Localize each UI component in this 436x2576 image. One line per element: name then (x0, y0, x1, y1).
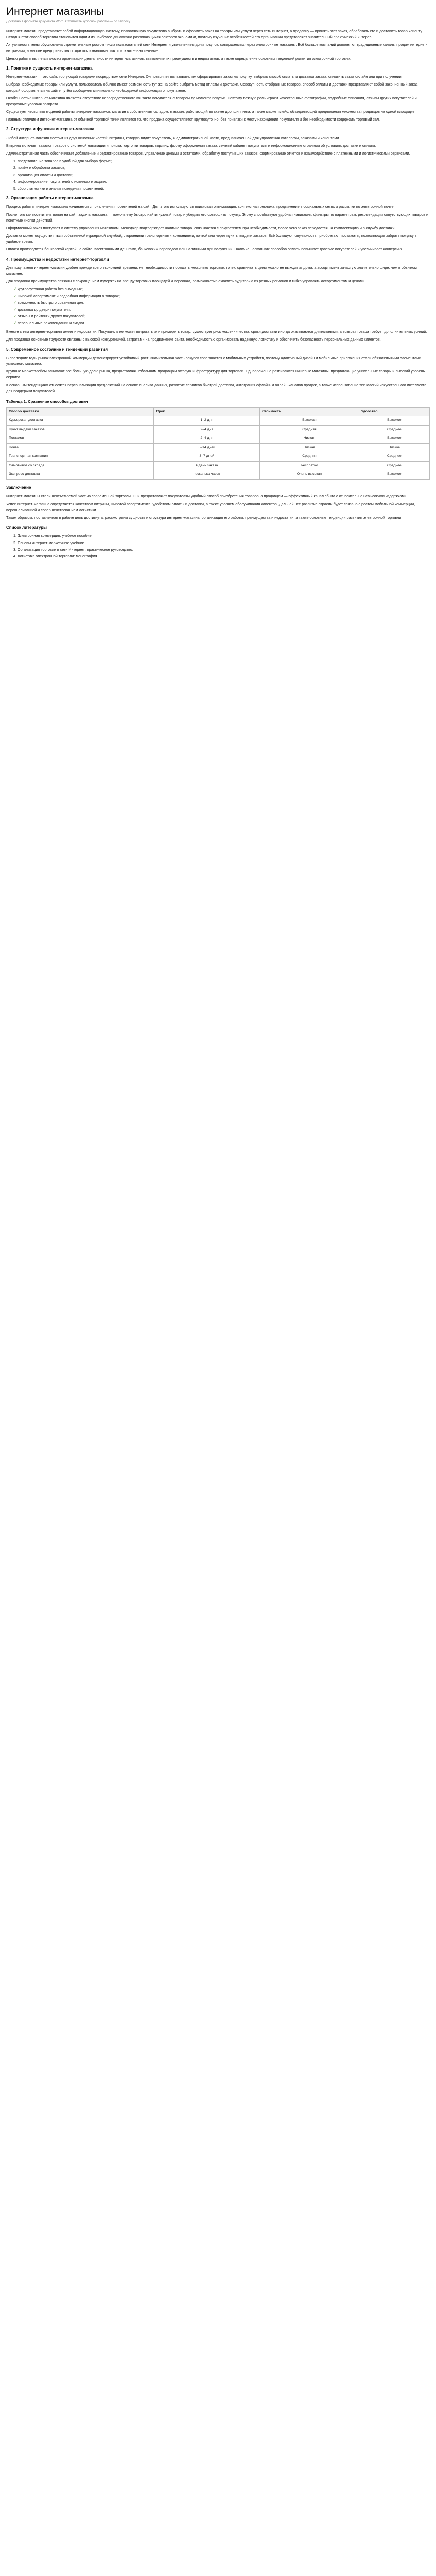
table-row (7, 425, 430, 434)
table-cell: Почта (7, 443, 154, 452)
table-cell: Средняя (260, 425, 359, 434)
intro-paragraph: Интернет-магазин представляет собой информационную систему, позволяющую покупателю выбрать и оформить заказ на товары или услуги через сеть Интернет, а продавцу — принять этот заказ, обработать его и доставить товар клиенту. Сегодня этот способ торговли становится одним из наиболее динамично развивающихся секторов экономики, поэтому изучение особенностей его организации представляет значительный практический интерес. (6, 29, 423, 40)
body-paragraph: Особенностью интернет-магазина является отсутствие непосредственного контакта покупателя с товаром до момента покупки. Поэтому важную роль играют качественные фотографии, подробные описания, отзывы других покупателей и прозрачные условия возврата. (6, 95, 417, 106)
source-item: 2. Основы интернет-маркетинга: учебник. (18, 540, 430, 546)
table-header-row (7, 407, 430, 416)
body-paragraph: Любой интернет-магазин состоит из двух основных частей: витрины, которую видит покупатель, и административной части, предназначенной для управления каталогом, заказами и клиентами. (6, 135, 340, 140)
table-cell: Низкая (260, 434, 359, 444)
table-header-cell: Стоимость (260, 407, 359, 416)
table-cell: Высокая (260, 416, 359, 426)
table-cell: 1–2 дня (154, 416, 260, 426)
section-heading: 3. Организация работы интернет-магазина (6, 196, 94, 201)
body-paragraph: Главным отличием интернет-магазина от обычной торговой точки является то, что продажа осуществляется круглосуточно, без привязки к месту нахождения покупателя и без необходимости содержать торговый зал. (6, 117, 380, 122)
list-item: 3. организация оплаты и доставки; (18, 172, 430, 178)
table-cell: Очень высокая (260, 470, 359, 480)
source-item: 4. Логистика электронной торговли: монография. (18, 553, 430, 559)
list-item: 4. информирование покупателей о новинках и акциях; (18, 179, 430, 184)
table-cell: Среднее (359, 452, 429, 462)
table-cell: Экспресс-доставка (7, 470, 154, 480)
checklist-item: ✓ персональные рекомендации и скидки. (13, 320, 430, 326)
body-paragraph: После того как посетитель попал на сайт, задача магазина — помочь ему быстро найти нужный товар и убедить его совершить покупку. Этому способствуют удобная навигация, фильтры по параметрам, рекомендации сопутствующих товаров и понятные кнопки действий. (6, 212, 429, 223)
table-header-cell: Способ доставки (7, 407, 154, 416)
table-row (7, 416, 430, 426)
table-cell: Транспортная компания (7, 452, 154, 462)
table-row (7, 461, 430, 470)
table-cell: Высокое (359, 416, 429, 426)
body-paragraph: Вместе с тем интернет-торговля имеет и недостатки. Покупатель не может потрогать или примерить товар, существует риск мошенничества, сроки доставки иногда оказываются длительными, а возврат товара требует дополнительных усилий. (6, 329, 427, 334)
body-paragraph: Доставка может осуществляться собственной курьерской службой, сторонними транспортными компаниями, почтой или через пункты выдачи заказов. Всё большую популярность приобретают постаматы, позволяющие забрать покупку в удобное время. (6, 233, 417, 244)
checklist-item: ✓ доставка до двери покупателя; (13, 307, 430, 312)
checklist-item: ✓ широкий ассортимент и подробная информация о товарах; (13, 293, 430, 299)
table-header-cell: Срок (154, 407, 260, 416)
intro-paragraph: Целью работы является анализ организации деятельности интернет-магазинов, выявление их преимуществ и недостатков, а также определение основных тенденций развития электронной торговли. (6, 56, 351, 61)
body-paragraph: Для продавца преимущества связаны с сокращением издержек на аренду торговых площадей и персонал, возможностью охватить аудиторию из разных регионов и гибко управлять ассортиментом и ценами. (6, 279, 366, 284)
table-row (7, 452, 430, 462)
section-heading: Заключение (6, 485, 31, 490)
table-cell: Средняя (260, 452, 359, 462)
source-item: 1. Электронная коммерция: учебное пособие. (18, 533, 430, 538)
table-cell: Высокое (359, 470, 429, 480)
page-subtitle: Доступно в формате документа Word. Стоимость курсовой работы — по запросу (6, 20, 131, 24)
table-row (7, 470, 430, 480)
table-cell: 2–4 дня (154, 425, 260, 434)
table-cell: 2–4 дня (154, 434, 260, 444)
functions-list (18, 158, 430, 191)
body-paragraph: Для продавца основные трудности связаны с высокой конкуренцией, затратами на продвижение сайта, необходимостью организовать надёжную логистику и обеспечить безопасность персональных данных клиентов. (6, 337, 381, 342)
table-cell: 5–14 дней (154, 443, 260, 452)
table-cell: несколько часов (154, 470, 260, 480)
table-cell: Низкое (359, 443, 429, 452)
body-paragraph: Процесс работы интернет-магазина начинается с привлечения посетителей на сайт. Для этого используются поисковая оптимизация, контекстная реклама, продвижение в социальных сетях и рассылки по электронной почте. (6, 204, 395, 209)
list-item: 5. сбор статистики и анализ поведения посетителей. (18, 185, 430, 191)
table-cell: Среднее (359, 425, 429, 434)
body-paragraph: Успех интернет-магазина определяется качеством витрины, широтой ассортимента, удобством оплаты и доставки, а также уровнем обслуживания клиентов. Дальнейшее развитие отрасли будет связано с ростом мобильной коммерции, персонализацией и совершенствованием логистики. (6, 501, 415, 512)
table-cell: Пункт выдачи заказов (7, 425, 154, 434)
document-page (4, 0, 432, 572)
body-paragraph: Выбрав необходимые товары или услуги, пользователь обычно имеет возможность тут же на сайте выбрать метод оплаты и доставки. Совокупность отобранных товаров, способ оплаты и доставки представляют собой законченный заказ, который оформляется на сайте путём сообщения минимально необходимой информации о покупателе. (6, 82, 419, 93)
checklist-item: ✓ отзывы и рейтинги других покупателей; (13, 313, 430, 319)
body-paragraph: Таким образом, поставленная в работе цель достигнута: рассмотрены сущность и структура интернет-магазина, организация его работы, преимущества и недостатки, а также основные тенденции развития электронной торговли. (6, 515, 403, 520)
body-paragraph: Существует несколько моделей работы интернет-магазинов: магазин с собственным складом, магазин, работающий по схеме дропшиппинга, а также маркетплейс, объединяющий предложения множества продавцов на одной площадке. (6, 109, 416, 114)
document-body (6, 28, 430, 559)
table-cell: Высокое (359, 434, 429, 444)
table-cell: Низкая (260, 443, 359, 452)
list-item: 1. представление товаров в удобной для выбора форме; (18, 158, 430, 164)
body-paragraph: Оформленный заказ поступает в систему управления магазином. Менеджер подтверждает наличие товара, связывается с покупателем при необходимости, после чего заказ передаётся на комплектацию и в службу доставки. (6, 225, 396, 230)
table-header-cell: Удобство (359, 407, 429, 416)
body-paragraph: Интернет-магазин — это сайт, торгующий товарами посредством сети Интернет. Он позволяет пользователям сформировать заказ на покупку, выбрать способ оплаты и доставки заказа, оплатить заказ онлайн или при получении. (6, 74, 403, 79)
section-heading: Список литературы (6, 524, 47, 530)
source-item: 3. Организация торговли в сети Интернет: практическое руководство. (18, 547, 430, 552)
body-paragraph: Витрина включает каталог товаров с системой навигации и поиска, карточки товаров, корзину, форму оформления заказа, личный кабинет покупателя и информационные страницы об условиях доставки и оплаты. (6, 143, 376, 148)
table-cell: Бесплатно (260, 461, 359, 470)
checklist-item: ✓ возможность быстрого сравнения цен; (13, 300, 430, 306)
table-cell: Курьерская доставка (7, 416, 154, 426)
intro-paragraph: Актуальность темы обусловлена стремительным ростом числа пользователей сети Интернет и увеличением доли покупок, совершаемых через электронные магазины. Всё больше компаний дополняют традиционные каналы продаж интернет-витринами, а многие предприниятия создаются изначально как исключительно сетевые. (6, 42, 427, 53)
section-heading: 2. Структура и функции интернет-магазина (6, 127, 95, 132)
table-cell: Среднее (359, 461, 429, 470)
table-title: Таблица 1. Сравнение способов доставки (6, 399, 88, 404)
section-heading: 4. Преимущества и недостатки интернет-торговли (6, 257, 109, 262)
table-row (7, 443, 430, 452)
table-cell: 3–7 дней (154, 452, 260, 462)
delivery-table (6, 407, 430, 480)
section-heading: 5. Современное состояние и тенденции развития (6, 347, 108, 352)
table-cell: Постамат (7, 434, 154, 444)
sources-list (18, 533, 430, 559)
table-row (7, 434, 430, 444)
checklist-item: ✓ круглосуточная работа без выходных; (13, 286, 430, 292)
body-paragraph: К основным тенденциям относятся персонализация предложений на основе анализа данных, развитие сервисов быстрой доставки, интеграция офлайн- и онлайн-каналов продаж, а также использование технологий искусственного интеллекта для поддержки покупателей. (6, 382, 427, 393)
table-cell: в день заказа (154, 461, 260, 470)
list-item: 2. приём и обработка заказов; (18, 165, 430, 171)
body-paragraph: В последние годы рынок электронной коммерции демонстрирует устойчивый рост. Значительная часть покупок совершается с мобильных устройств, поэтому адаптивный дизайн и мобильные приложения стали обязательными элементами успешного магазина. (6, 355, 422, 366)
body-paragraph: Административная часть обеспечивает добавление и редактирование товаров, управление ценами и остатками, обработку поступивших заказов, формирование отчётов и взаимодействие с платёжными и логистическими сервисами. (6, 151, 410, 156)
section-heading: 1. Понятие и сущность интернет-магазина (6, 65, 93, 71)
body-paragraph: Для покупателя интернет-магазин удобен прежде всего экономией времени: нет необходимости посещать несколько торговых точек, сравнивать цены можно не выходя из дома, а ассортимент зачастую значительно шире, чем в обычном магазине. (6, 265, 417, 276)
body-paragraph: Интернет-магазины стали неотъемлемой частью современной торговли. Они предоставляют покупателям удобный способ приобретения товаров, а продавцам — эффективный канал сбыта с относительно невысокими издержками. (6, 494, 408, 499)
advantages-checklist (13, 286, 430, 326)
body-paragraph: Оплата производится банковской картой на сайте, электронными деньгами, банковским переводом или наличными при получении. Наличие нескольких способов оплаты повышает доверие покупателей и увеличивает конверсию. (6, 247, 403, 252)
page-title: Интернет магазины (6, 6, 104, 18)
body-paragraph: Крупные маркетплейсы занимают всё большую долю рынка, предоставляя небольшим продавцам готовую инфраструктуру для торговли. Одновременно развиваются нишевые магазины, предлагающие уникальные товары и высокий уровень сервиса. (6, 369, 425, 380)
table-cell: Самовывоз со склада (7, 461, 154, 470)
